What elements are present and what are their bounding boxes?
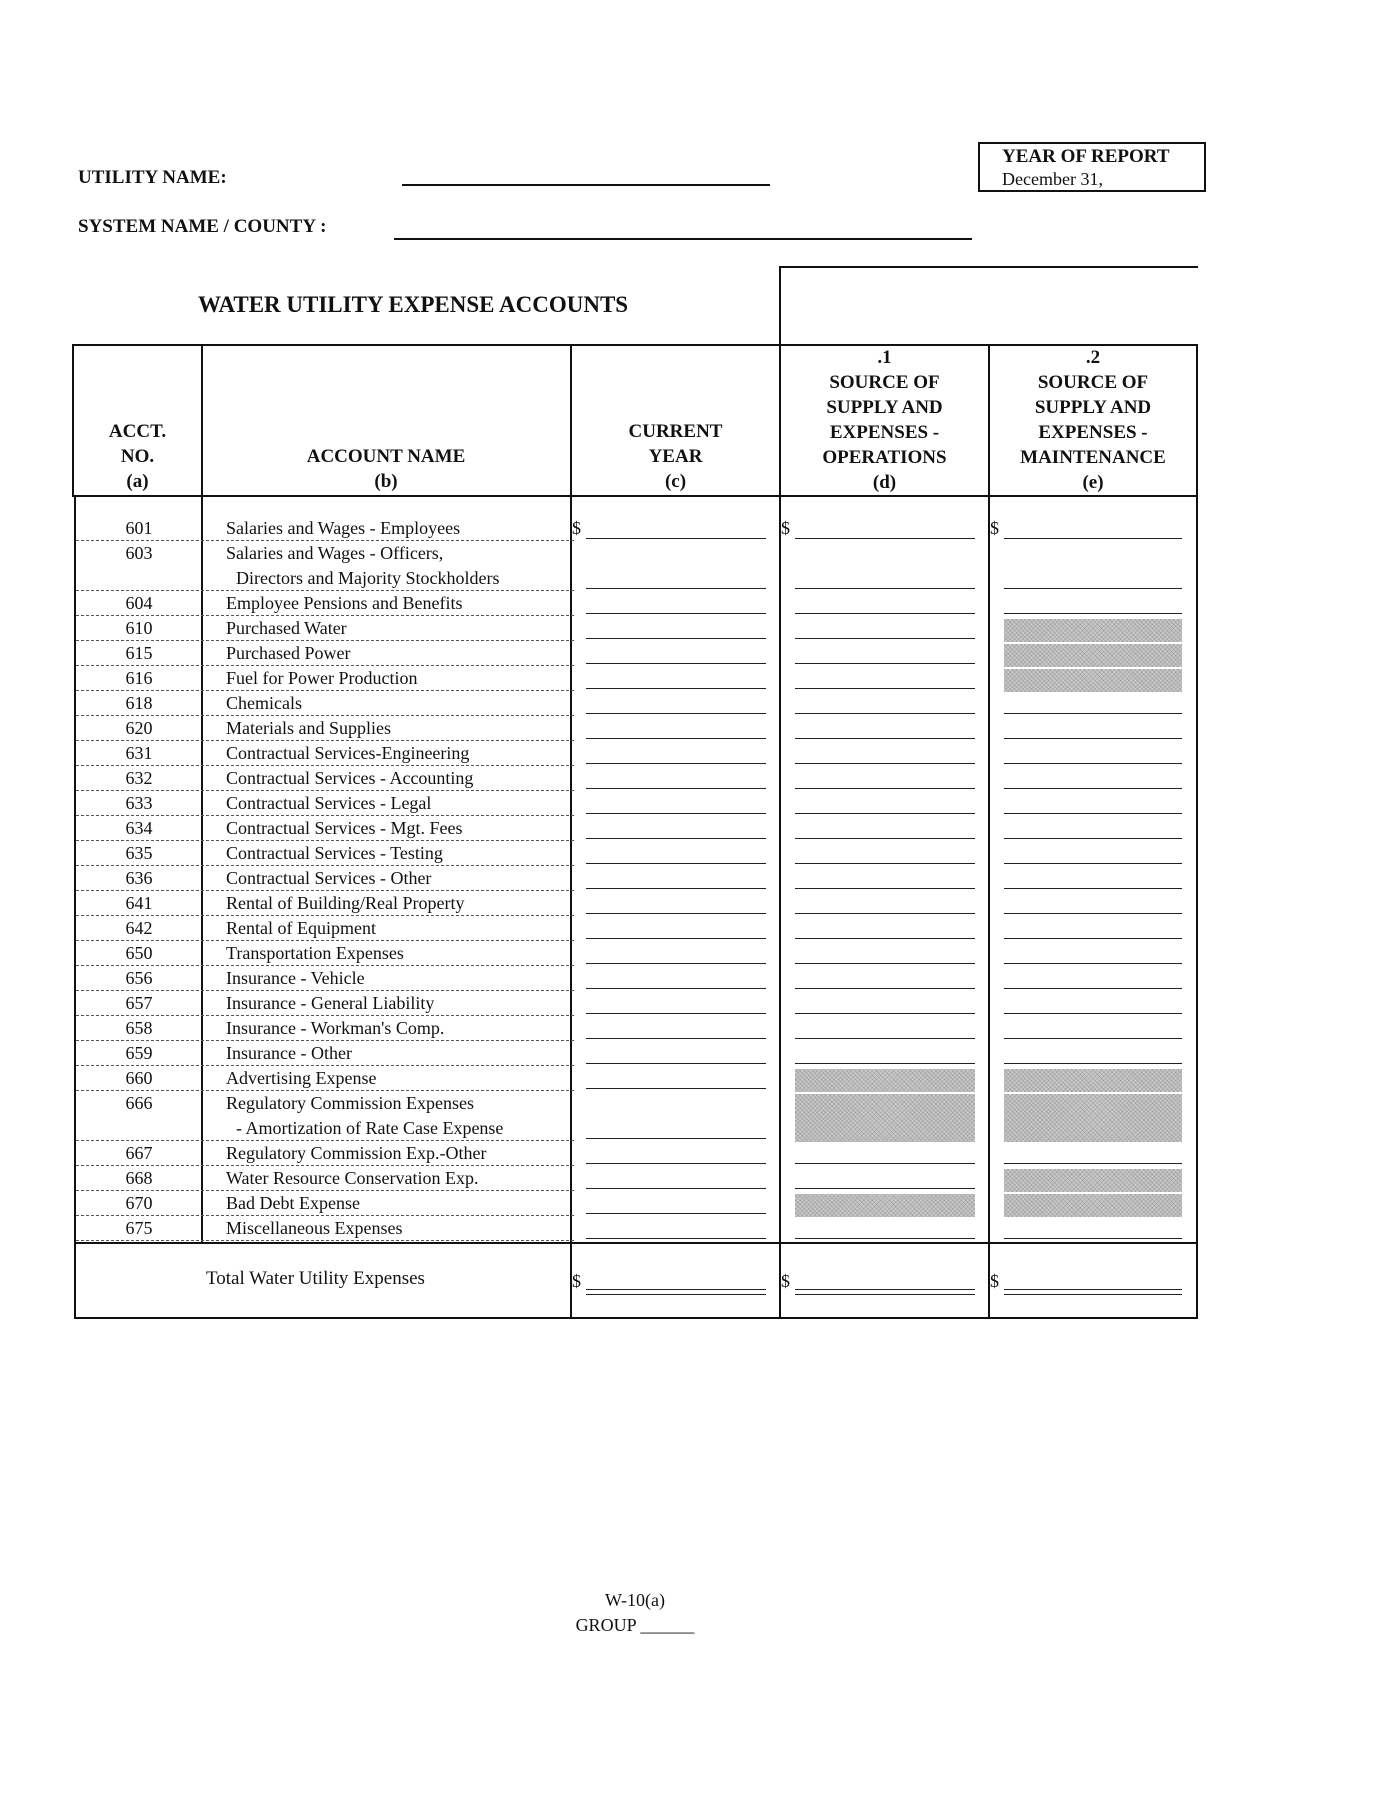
- amount-field-e[interactable]: [1004, 938, 1182, 939]
- amount-field-c[interactable]: [586, 738, 766, 739]
- col-header-maintenance-line1: SOURCE OF: [1037, 372, 1149, 393]
- col-header-maintenance-line3: EXPENSES -: [1038, 422, 1148, 443]
- total-current-year-field[interactable]: [586, 1289, 766, 1290]
- amount-field-c[interactable]: [586, 613, 766, 614]
- acct-number: 631: [125, 743, 153, 763]
- amount-field-d[interactable]: [795, 813, 975, 814]
- account-name: Contractual Services-Engineering: [226, 743, 470, 763]
- amount-field-c[interactable]: [586, 713, 766, 714]
- total-top-border: [74, 1242, 1198, 1244]
- amount-field-c[interactable]: [586, 788, 766, 789]
- amount-field-c[interactable]: [586, 963, 766, 964]
- amount-field-c[interactable]: [586, 813, 766, 814]
- account-name-continued: Directors and Majority Stockholders: [236, 568, 500, 588]
- amount-field-e[interactable]: [1004, 613, 1182, 614]
- acct-number: 650: [125, 943, 153, 963]
- amount-field-d[interactable]: [795, 663, 975, 664]
- acct-number: 610: [125, 618, 153, 638]
- col-header-operations-line1: SOURCE OF: [829, 372, 940, 393]
- form-id: W-10(a): [605, 1590, 665, 1610]
- col-header-maintenance-line2: SUPPLY AND: [1034, 397, 1152, 418]
- account-name: Rental of Building/Real Property: [226, 893, 465, 913]
- group-label[interactable]: GROUP ______: [575, 1615, 695, 1635]
- dollar-sign-c: $: [572, 518, 581, 538]
- dollar-sign-d: $: [781, 518, 790, 538]
- account-name: Regulatory Commission Exp.-Other: [226, 1143, 487, 1163]
- amount-field-c[interactable]: [586, 538, 766, 539]
- shaded-cell-e: [1004, 1094, 1182, 1142]
- system-name-field[interactable]: [394, 238, 972, 240]
- amount-field-e[interactable]: [1004, 713, 1182, 714]
- shaded-cell-e: [1004, 1194, 1182, 1217]
- amount-field-d[interactable]: [795, 1238, 975, 1239]
- amount-field-e[interactable]: [1004, 788, 1182, 789]
- acct-number: 657: [125, 993, 153, 1013]
- amount-field-c[interactable]: [586, 588, 766, 589]
- amount-field-c[interactable]: [586, 863, 766, 864]
- acct-number: 616: [125, 668, 153, 688]
- amount-field-d[interactable]: [795, 588, 975, 589]
- account-name: Contractual Services - Testing: [226, 843, 443, 863]
- amount-field-e[interactable]: [1004, 1063, 1182, 1064]
- utility-name-field[interactable]: [402, 184, 770, 186]
- account-name: Materials and Supplies: [226, 718, 391, 738]
- amount-field-c[interactable]: [586, 688, 766, 689]
- amount-field-e[interactable]: [1004, 838, 1182, 839]
- title-block-top-rule: [779, 266, 1198, 268]
- account-name: Contractual Services - Legal: [226, 793, 432, 813]
- amount-field-c[interactable]: [586, 913, 766, 914]
- acct-number: 618: [125, 693, 153, 713]
- account-name: Regulatory Commission Expenses: [226, 1093, 474, 1113]
- amount-field-d[interactable]: [795, 1013, 975, 1014]
- acct-number: 633: [125, 793, 153, 813]
- amount-field-c[interactable]: [586, 838, 766, 839]
- amount-field-d[interactable]: [795, 688, 975, 689]
- amount-field-d[interactable]: [795, 963, 975, 964]
- amount-field-c[interactable]: [586, 1138, 766, 1139]
- acct-number: 642: [125, 918, 153, 938]
- amount-field-e[interactable]: [1004, 888, 1182, 889]
- acct-number: 615: [125, 643, 153, 663]
- amount-field-d[interactable]: [795, 1038, 975, 1039]
- amount-field-e[interactable]: [1004, 1013, 1182, 1014]
- account-name-continued: - Amortization of Rate Case Expense: [236, 1118, 504, 1138]
- row-separator: [76, 1240, 574, 1241]
- amount-field-e[interactable]: [1004, 988, 1182, 989]
- col-header-name-letter: (b): [374, 471, 398, 492]
- col-header-acct-line1: ACCT.: [108, 421, 167, 442]
- amount-field-d[interactable]: [795, 713, 975, 714]
- total-current-year-double-rule: [586, 1294, 766, 1295]
- total-operations-double-rule: [795, 1294, 975, 1295]
- total-operations-field[interactable]: [795, 1289, 975, 1290]
- amount-field-d[interactable]: [795, 1163, 975, 1164]
- amount-field-c[interactable]: [586, 1188, 766, 1189]
- col-header-maintenance-num: .2: [1085, 347, 1101, 368]
- acct-number: 604: [125, 593, 153, 613]
- acct-number: 635: [125, 843, 153, 863]
- col-header-acct: [74, 419, 201, 494]
- acct-number: 632: [125, 768, 153, 788]
- account-name: Insurance - General Liability: [226, 993, 435, 1013]
- col-header-operations-num: .1: [877, 347, 892, 368]
- amount-field-d[interactable]: [795, 913, 975, 914]
- acct-number: 634: [125, 818, 153, 838]
- amount-field-d[interactable]: [795, 613, 975, 614]
- account-name: Salaries and Wages - Officers,: [226, 543, 444, 563]
- amount-field-e[interactable]: [1004, 588, 1182, 589]
- account-name: Contractual Services - Accounting: [226, 768, 474, 788]
- amount-field-c[interactable]: [586, 1013, 766, 1014]
- account-name: Rental of Equipment: [226, 918, 376, 938]
- col-header-maintenance: [990, 345, 1196, 495]
- shaded-cell-e: [1004, 1069, 1182, 1092]
- amount-field-d[interactable]: [795, 738, 975, 739]
- amount-field-c[interactable]: [586, 763, 766, 764]
- account-name: Insurance - Vehicle: [226, 968, 365, 988]
- acct-number: 636: [125, 868, 153, 888]
- amount-field-c[interactable]: [586, 663, 766, 664]
- amount-field-d[interactable]: [795, 1063, 975, 1064]
- acct-number: 658: [125, 1018, 153, 1038]
- account-name: Contractual Services - Other: [226, 868, 432, 888]
- col-header-name: [202, 444, 570, 494]
- acct-number: 659: [125, 1043, 153, 1063]
- amount-field-c[interactable]: [586, 1163, 766, 1164]
- account-name: Advertising Expense: [226, 1068, 377, 1088]
- amount-field-c[interactable]: [586, 988, 766, 989]
- amount-field-d[interactable]: [795, 638, 975, 639]
- year-of-report-label: YEAR OF REPORT: [1002, 146, 1170, 167]
- account-name: Insurance - Other: [226, 1043, 352, 1063]
- utility-name-label: UTILITY NAME:: [78, 167, 227, 188]
- col-header-current-year-letter: (c): [664, 471, 687, 492]
- year-of-report-date[interactable]: December 31,: [1002, 169, 1103, 189]
- amount-field-c[interactable]: [586, 1088, 766, 1089]
- amount-field-d[interactable]: [795, 938, 975, 939]
- total-dollar-c: $: [572, 1271, 581, 1291]
- account-name: Chemicals: [226, 693, 302, 713]
- total-maintenance-field[interactable]: [1004, 1289, 1182, 1290]
- shaded-cell-d: [795, 1069, 975, 1092]
- account-name: Bad Debt Expense: [226, 1193, 360, 1213]
- account-name: Contractual Services - Mgt. Fees: [226, 818, 463, 838]
- amount-field-d[interactable]: [795, 988, 975, 989]
- col-header-current-year: [572, 419, 779, 494]
- title-block-divider: [779, 267, 781, 345]
- account-name: Miscellaneous Expenses: [226, 1218, 403, 1238]
- amount-field-d[interactable]: [795, 888, 975, 889]
- amount-field-c[interactable]: [586, 938, 766, 939]
- shaded-cell-e: [1004, 644, 1182, 667]
- amount-field-c[interactable]: [586, 638, 766, 639]
- account-name: Transportation Expenses: [226, 943, 404, 963]
- amount-field-c[interactable]: [586, 888, 766, 889]
- acct-number: 667: [125, 1143, 153, 1163]
- dollar-sign-e: $: [990, 518, 999, 538]
- col-header-operations-line2: SUPPLY AND: [826, 397, 943, 418]
- amount-field-c[interactable]: [586, 1238, 766, 1239]
- amount-field-e[interactable]: [1004, 863, 1182, 864]
- col-header-operations-letter: (d): [872, 472, 897, 493]
- shaded-cell-d: [795, 1194, 975, 1217]
- acct-number: 670: [125, 1193, 153, 1213]
- amount-field-d[interactable]: [795, 788, 975, 789]
- account-name: Salaries and Wages - Employees: [226, 518, 461, 538]
- amount-field-c[interactable]: [586, 1213, 766, 1214]
- amount-field-e[interactable]: [1004, 963, 1182, 964]
- amount-field-e[interactable]: [1004, 1038, 1182, 1039]
- account-name: Fuel for Power Production: [226, 668, 418, 688]
- acct-number: 603: [125, 543, 153, 563]
- acct-number: 601: [125, 518, 153, 538]
- col-header-maintenance-letter: (e): [1082, 472, 1104, 493]
- amount-field-c[interactable]: [586, 1038, 766, 1039]
- amount-field-d[interactable]: [795, 1188, 975, 1189]
- total-dollar-e: $: [990, 1271, 999, 1291]
- acct-number: 675: [125, 1218, 153, 1238]
- account-name: Purchased Water: [226, 618, 347, 638]
- amount-field-d[interactable]: [795, 838, 975, 839]
- amount-field-e[interactable]: [1004, 763, 1182, 764]
- amount-field-c[interactable]: [586, 1063, 766, 1064]
- header-bottom-border: [72, 495, 1198, 497]
- col-header-current-year-line2: YEAR: [648, 446, 703, 467]
- year-of-report-box: [978, 142, 1206, 192]
- shaded-cell-d: [795, 1094, 975, 1142]
- amount-field-e[interactable]: [1004, 538, 1182, 539]
- acct-number: 668: [125, 1168, 153, 1188]
- col-header-operations-line4: OPERATIONS: [822, 447, 947, 468]
- acct-number: 660: [125, 1068, 153, 1088]
- col-header-acct-letter: (a): [126, 471, 149, 492]
- amount-field-e[interactable]: [1004, 1163, 1182, 1164]
- shaded-cell-e: [1004, 669, 1182, 692]
- col-header-acct-line2: NO.: [120, 446, 155, 467]
- table-bottom-border: [74, 1317, 1198, 1319]
- amount-field-d[interactable]: [795, 863, 975, 864]
- table-row: [76, 541, 1206, 591]
- amount-field-d[interactable]: [795, 763, 975, 764]
- col-header-operations-line3: EXPENSES -: [829, 422, 940, 443]
- acct-number: 641: [125, 893, 153, 913]
- acct-number: 620: [125, 718, 153, 738]
- account-name: Water Resource Conservation Exp.: [226, 1168, 479, 1188]
- col-header-maintenance-line4: MAINTENANCE: [1020, 447, 1166, 468]
- amount-field-e[interactable]: [1004, 738, 1182, 739]
- acct-number: 656: [125, 968, 153, 988]
- total-dollar-d: $: [781, 1271, 790, 1291]
- amount-field-d[interactable]: [795, 538, 975, 539]
- account-name: Employee Pensions and Benefits: [226, 593, 463, 613]
- page-title: WATER UTILITY EXPENSE ACCOUNTS: [198, 292, 629, 317]
- system-name-label: SYSTEM NAME / COUNTY :: [78, 216, 327, 237]
- total-label: Total Water Utility Expenses: [206, 1268, 425, 1289]
- amount-field-e[interactable]: [1004, 1238, 1182, 1239]
- col-header-current-year-line1: CURRENT: [628, 421, 723, 442]
- acct-number: 666: [125, 1093, 153, 1113]
- total-maintenance-double-rule: [1004, 1294, 1182, 1295]
- account-name: Purchased Power: [226, 643, 351, 663]
- account-name: Insurance - Workman's Comp.: [226, 1018, 445, 1038]
- shaded-cell-e: [1004, 619, 1182, 642]
- amount-field-e[interactable]: [1004, 913, 1182, 914]
- col-header-operations: [781, 345, 988, 495]
- shaded-cell-e: [1004, 1169, 1182, 1192]
- col-header-name-line1: ACCOUNT NAME: [306, 446, 466, 467]
- amount-field-e[interactable]: [1004, 813, 1182, 814]
